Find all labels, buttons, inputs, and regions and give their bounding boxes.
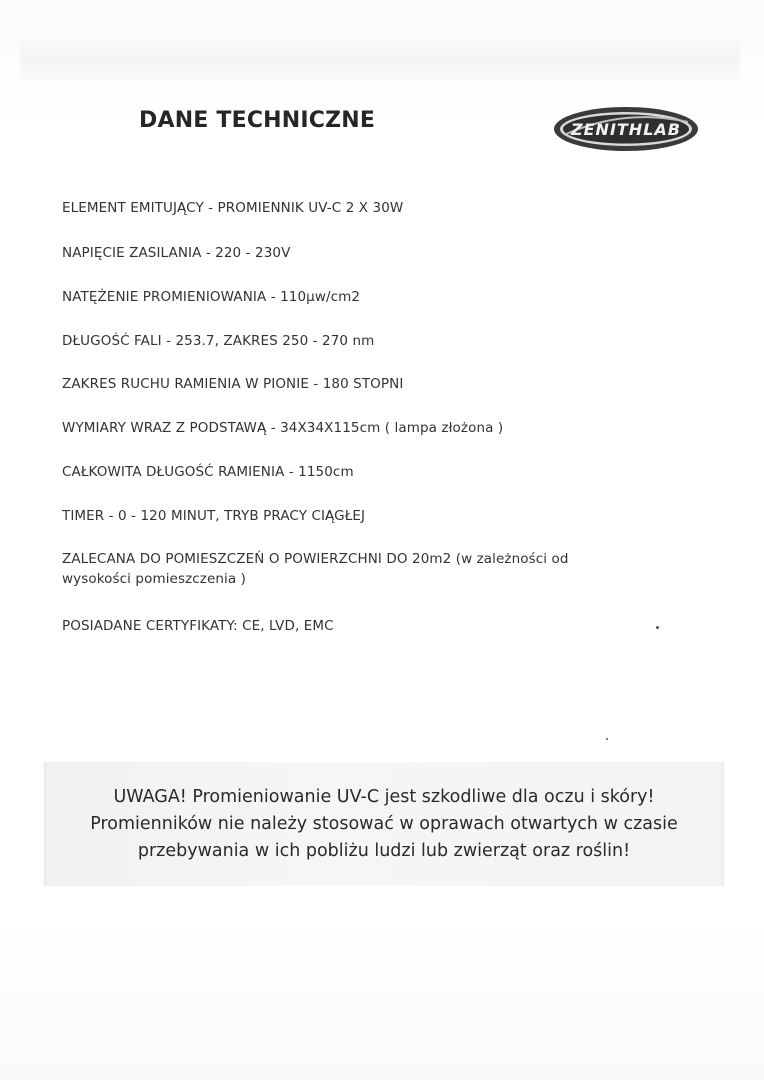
spec-supply-voltage: NAPIĘCIE ZASILANIA - 220 - 230V [62,245,291,261]
scan-speck [656,626,659,629]
zenithlab-logo [552,104,700,154]
warning-line-1: UWAGA! Promieniowanie UV-C jest szkodliwe dla oczu i skóry! [113,787,655,807]
spec-emitter: ELEMENT EMITUJĄCY - PROMIENNIK UV-C 2 X 30W [62,200,404,216]
warning-text [46,784,722,865]
spec-arm-length: CAŁKOWITA DŁUGOŚĆ RAMIENIA - 1150cm [62,464,354,480]
warning-line-3: przebywania w ich pobliżu ludzi lub zwierząt oraz roślin! [137,841,631,861]
svg-text:ZENITHLAB: ZENITHLAB [571,120,681,139]
spec-radiation-intensity: NATĘŻENIE PROMIENIOWANIA - 110μw/cm2 [62,289,361,305]
spec-dimensions: WYMIARY WRAZ Z PODSTAWĄ - 34X34X115cm ( lampa złożona ) [62,420,504,436]
spec-certificates: POSIADANE CERTYFIKATY: CE, LVD, EMC [62,618,334,634]
spec-arm-motion-range: ZAKRES RUCHU RAMIENIA W PIONIE - 180 STOPNI [62,376,404,392]
spec-timer: TIMER - 0 - 120 MINUT, TRYB PRACY CIĄGŁEJ [62,508,366,524]
warning-line-2: Promienników nie należy stosować w oprawach otwartych w czasie [90,814,678,834]
scan-speck [606,738,608,740]
scan-artifact-band [20,40,740,80]
page-title: DANE TECHNICZNE [139,108,376,133]
spec-wavelength: DŁUGOŚĆ FALI - 253.7, ZAKRES 250 - 270 nm [62,333,375,349]
warning-box [44,762,724,886]
spec-recommended-room: ZALECANA DO POMIESZCZEŃ O POWIERZCHNI DO 20m2 (w zależności od wysokości pomieszczenia ) [62,551,569,587]
